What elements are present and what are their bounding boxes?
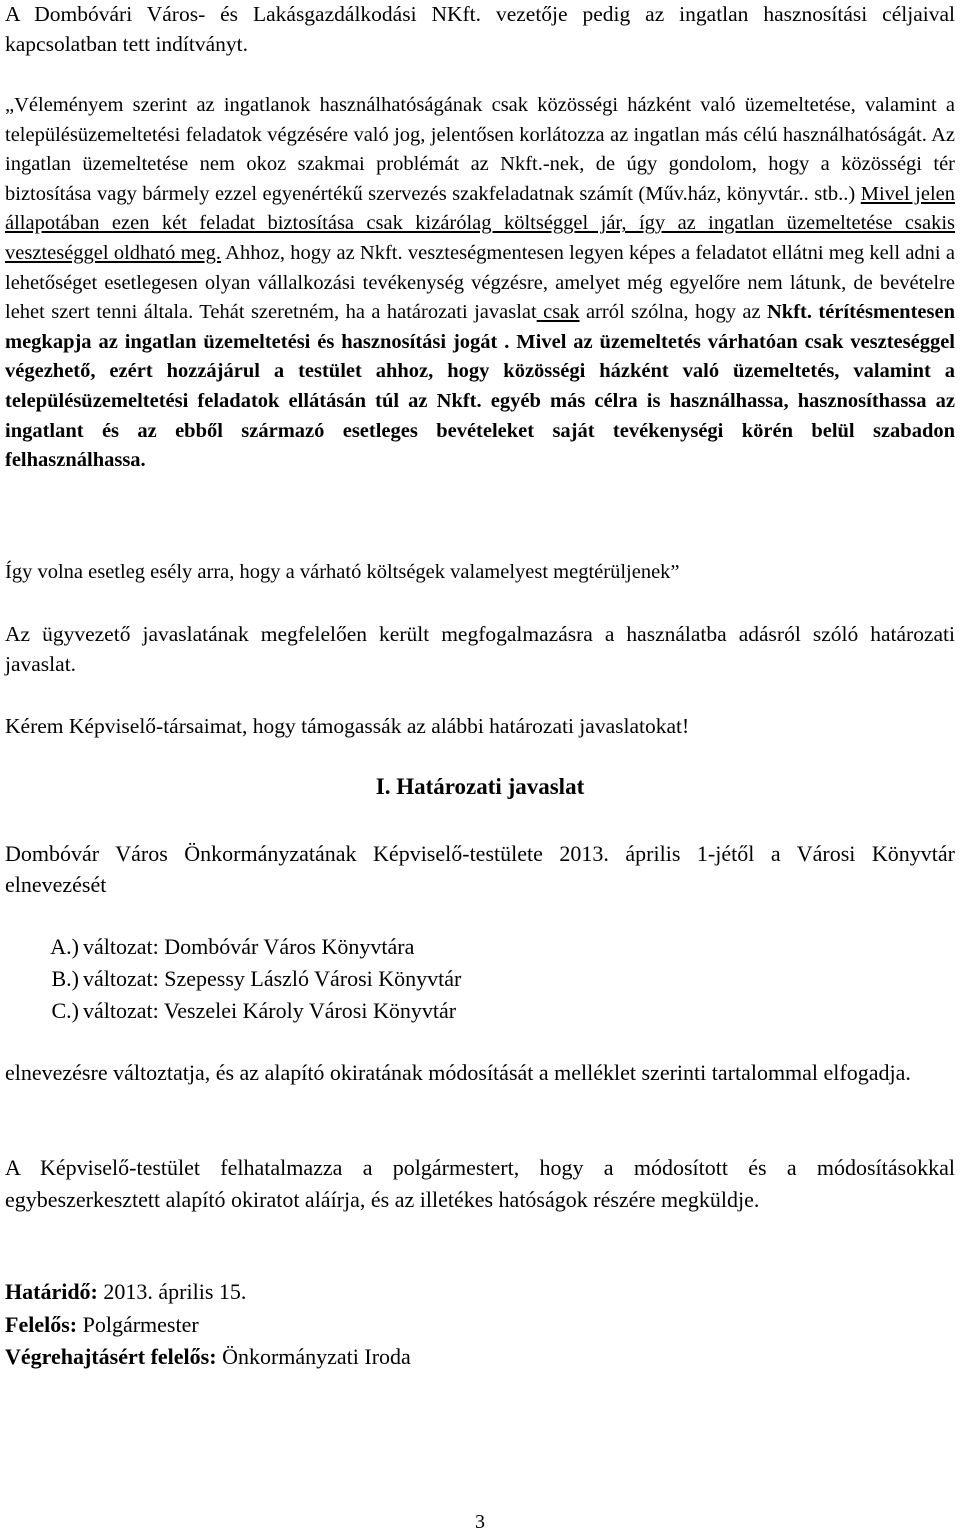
quote-part-3: Ahhoz, hogy az Nkft. veszteségmentesen legyen képes a feladatot ellátni meg kell adni a lehetőséget esetlegesen olyan vállalkozási tevékenység végzésre, amelyet még egyelőre nem látunk, de bevételre lehet szert tenni általa. Tehát szeretném, ha a határozati javaslat [5,241,955,324]
quote-part-4: arról szólna, hogy az [579,301,767,324]
resolution-preamble: Dombóvár Város Önkormányzatának Képviselő-testülete 2013. április 1-jétől a Városi Könyvtár elnevezését [5,841,955,897]
deadline-label: Határidő: [5,1279,98,1304]
quote-closing: Így volna esetleg esély arra, hogy a várható költségek valamelyest megtérüljenek” [5,561,680,583]
executor-row [5,1341,955,1374]
resolution-meta [5,1276,955,1374]
executor-label: Végrehajtásért felelős: [5,1344,217,1369]
option-a [49,931,949,963]
page-number: 3 [475,1511,485,1533]
resolution-title: I. Határozati javaslat [375,774,585,799]
option-text: változat: Szepessy László Városi Könyvtár [83,966,462,991]
quote-underlined-1: Mivel jelen állapotában ezen két feladat biztosítása csak kizárólag költséggel jár, így az ingatlan üzemeltetése csakis veszteséggel oldható meg. [5,182,955,264]
option-letter: A.) [50,934,79,959]
option-b [49,963,949,995]
option-c [49,995,949,1027]
executor-value: Önkormányzati Iroda [216,1344,411,1369]
option-letter: B.) [51,966,79,991]
quoted-statement [5,91,955,476]
option-text: változat: Dombóvár Város Könyvtára [83,934,415,959]
option-letter: C.) [51,998,79,1023]
quote-underlined-2: csak [536,301,580,324]
resolution-authorization: A Képviselő-testület felhatalmazza a polgármestert, hogy a módosított és a módosításokkal egybeszerkesztett alapító okiratot aláírja, és az illetékes hatóságok részére megküldje. [5,1155,955,1212]
resolution-options [49,931,949,1027]
deadline-value: 2013. április 15. [97,1279,247,1304]
request-paragraph: Kérem Képviselő-társaimat, hogy támogassák az alábbi határozati javaslatokat! [5,714,690,738]
quote-bold-section: Nkft. térítésmentesen megkapja az ingatlan üzemeltetési és hasznosítási jogát . Mivel az üzemeltetés várhatóan csak veszteséggel végezhető, ezért hozzájárul a testület ahhoz, hogy közösségi házként való üzemeltetés, valamint a településüzemeltetési feladatok ellátásán túl az Nkft. egyéb más célra is használhassa, hasznosíthassa az ingatlant és az ebből származó esetleges bevételeket saját tevékenységi körén belül szabadon felhasználhassa. [5,301,955,472]
resolution-decision: elnevezésre változtatja, és az alapító okiratának módosítását a melléklet szerinti tartalommal elfogadja. [5,1060,911,1085]
responsible-value: Polgármester [77,1311,199,1337]
option-text: változat: Veszelei Károly Városi Könyvtár [83,998,457,1023]
summary-paragraph: Az ügyvezető javaslatának megfelelően került megfogalmazásra a használatba adásról szóló határozati javaslat. [5,622,955,676]
deadline-row [5,1276,955,1309]
responsible-row [5,1309,955,1342]
responsible-label: Felelős: [5,1311,78,1337]
intro-paragraph: A Dombóvári Város- és Lakásgazdálkodási NKft. vezetője pedig az ingatlan hasznosítási céljaival kapcsolatban tett indítványt. [5,2,955,56]
quote-part-2: Az ingatlan üzemeltetése nem okoz szakmai problémát az Nkft.-nek, de úgy gondolom, hogy a közösségi tér biztosítása vagy bármely ezzel egyenértékű szervezés szakfeladatnak számít (Műv.ház, könyvtár.. stb..) [5,123,955,205]
quote-part-1: „Véleményem szerint az ingatlanok használhatóságának csak közösségi házként való üzemeltetése, valamint a településüzemeltetési feladatok végzésére való jog, jelentősen korlátozza az ingatlan más célú használhatóságát. [5,94,955,146]
